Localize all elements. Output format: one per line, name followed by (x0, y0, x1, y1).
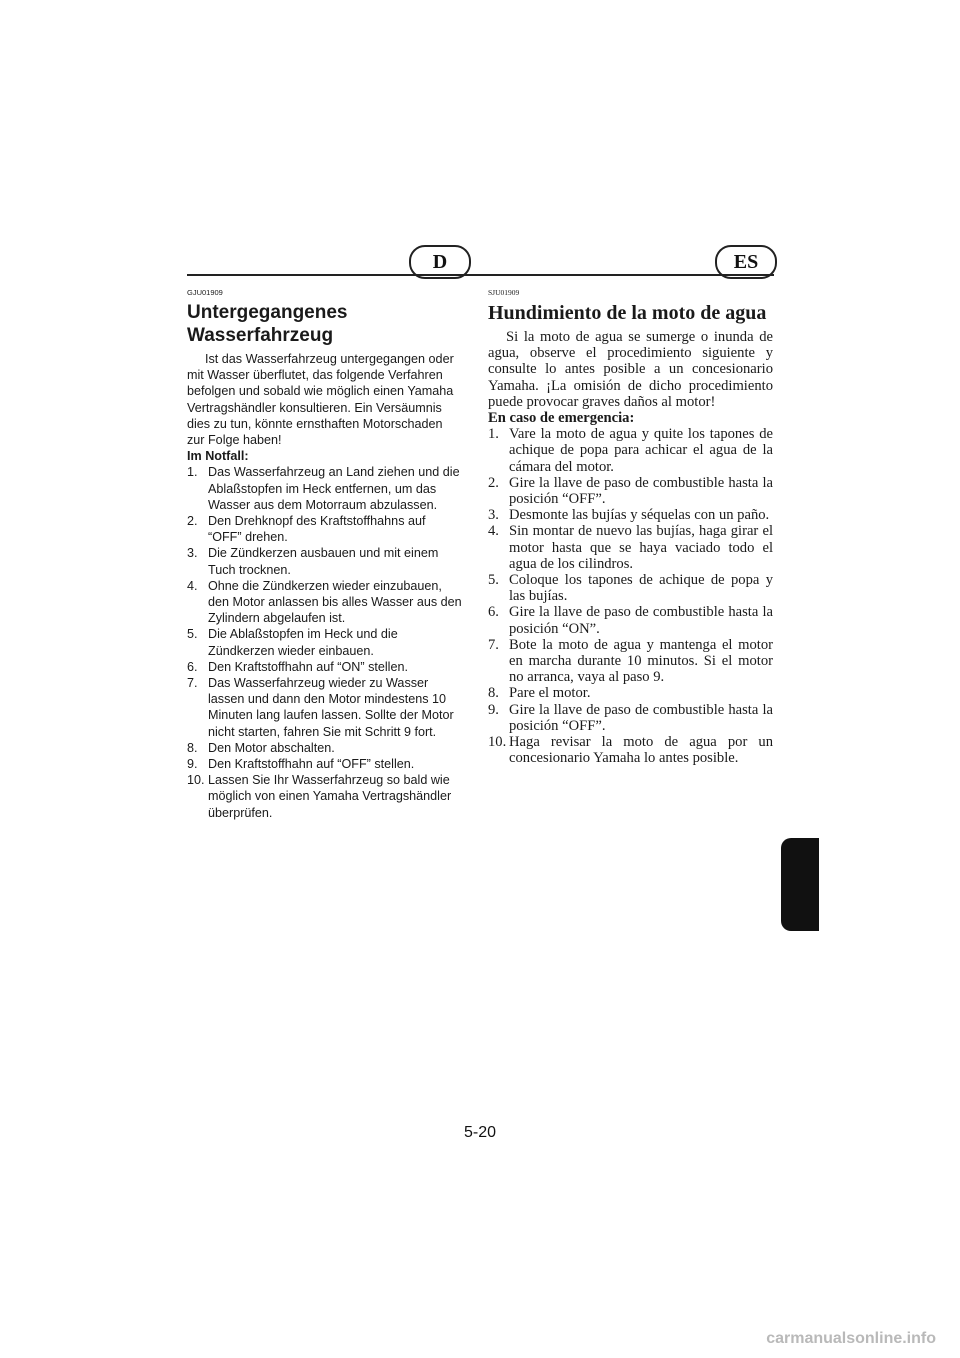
watermark: carmanualsonline.info (766, 1330, 936, 1347)
emergency-heading: Im Notfall: (187, 449, 249, 464)
step-text: Desmonte las bujías y séquelas con un paño. (509, 507, 770, 524)
steps-list (187, 464, 462, 820)
list-item (488, 426, 773, 475)
language-badge-es: ES (715, 245, 777, 279)
german-column (187, 288, 462, 821)
section-code: SJU01909 (488, 288, 520, 297)
step-text: Die Zündkerzen ausbauen und mit einem Tuch trocknen. (208, 546, 439, 577)
section-title: Untergegangenes Wasserfahrzeug (187, 302, 348, 346)
step-number: 2. (187, 514, 198, 529)
step-number: 2. (488, 474, 499, 491)
step-number: 10. (187, 773, 205, 788)
list-item (488, 604, 773, 636)
list-item (187, 772, 462, 821)
step-text: Gire la llave de paso de combustible hasta la posición “ON”. (509, 604, 773, 637)
intro-paragraph: Ist das Wasserfahrzeug untergegangen oder mit Wasser überflutet, das folgende Verfahren befolgen und sobald wie möglich einen Yamaha Vertragshändler konsultieren. Ein Versäumnis dies zu tun, könnte ernsthaften Motorschaden zur Folge haben! (187, 352, 454, 448)
step-number: 9. (488, 701, 499, 718)
step-number: 8. (488, 685, 499, 702)
list-item (488, 685, 773, 701)
step-text: Sin montar de nuevo las bujías, haga girar el motor hasta que se haya vaciado todo el agua de los cilindros. (509, 523, 773, 572)
step-number: 8. (187, 740, 198, 755)
list-item (488, 702, 773, 734)
header-rule (187, 274, 774, 276)
list-item (187, 626, 462, 658)
chapter-tab (781, 838, 819, 931)
step-number: 3. (488, 507, 499, 524)
step-text: Den Kraftstoffhahn auf “OFF” stellen. (208, 757, 415, 772)
step-text: Das Wasserfahrzeug wieder zu Wasser lassen und dann den Motor mindestens 10 Minuten lang laufen lassen. Sollte der Motor nicht starten, fahren Sie mit Schritt 9 fort. (208, 676, 454, 739)
step-text: Den Drehknopf des Kraftstoffhahns auf “OFF” drehen. (208, 514, 426, 545)
intro-paragraph: Si la moto de agua se sumerge o inunda de agua, observe el procedimiento siguiente y consulte lo antes posible a un concesionario Yamaha. ¡La omisión de dicho procedimiento puede provocar graves daños al motor! (488, 329, 773, 410)
step-text: Das Wasserfahrzeug an Land ziehen und die Ablaßstopfen im Heck entfernen, um das Wasser aus dem Motorraum abzulassen. (208, 465, 460, 512)
step-text: Den Kraftstoffhahn auf “ON” stellen. (208, 659, 408, 674)
step-text: Lassen Sie Ihr Wasserfahrzeug so bald wie möglich von einen Yamaha Vertragshändler überprüfen. (208, 773, 452, 820)
step-number: 6. (488, 604, 499, 621)
step-text: Bote la moto de agua y mantenga el motor en marcha durante 10 minutos. Si el motor no arranca, vaya al paso 9. (509, 636, 773, 686)
list-item (488, 523, 773, 572)
list-item (187, 740, 462, 756)
section-code: GJU01909 (187, 288, 223, 297)
section-title: Hundimiento de la moto de agua (488, 302, 767, 324)
language-badge-d: D (409, 245, 471, 279)
list-item (187, 756, 462, 772)
step-text: Coloque los tapones de achique de popa y las bujías. (509, 572, 773, 605)
step-number: 7. (488, 636, 499, 653)
step-number: 1. (488, 426, 499, 443)
step-number: 5. (187, 627, 198, 642)
step-number: 4. (488, 523, 499, 540)
step-number: 9. (187, 757, 198, 772)
list-item (187, 464, 462, 513)
step-number: 1. (187, 465, 198, 480)
step-number: 6. (187, 659, 198, 674)
list-item (187, 545, 462, 577)
spanish-column (488, 288, 773, 766)
step-number: 10. (488, 734, 507, 751)
list-item (488, 734, 773, 766)
list-item (187, 513, 462, 545)
list-item (187, 675, 462, 740)
list-item (488, 507, 773, 523)
list-item (187, 659, 462, 675)
steps-list (488, 426, 773, 766)
step-text: Den Motor abschalten. (208, 740, 335, 755)
list-item (488, 637, 773, 686)
step-number: 7. (187, 676, 198, 691)
step-text: Gire la llave de paso de combustible hasta la posición “OFF”. (509, 701, 773, 734)
emergency-heading: En caso de emergencia: (488, 410, 635, 427)
list-item (187, 578, 462, 627)
step-number: 5. (488, 572, 499, 589)
list-item (488, 572, 773, 604)
step-text: Vare la moto de agua y quite los tapones de achique de popa para achicar el agua de la cámara del motor. (509, 426, 773, 475)
step-text: Gire la llave de paso de combustible hasta la posición “OFF”. (509, 474, 773, 508)
step-text: Die Ablaßstopfen im Heck und die Zündkerzen wieder einbauen. (208, 627, 398, 658)
step-text: Ohne die Zündkerzen wieder einzubauen, den Motor anlassen bis alles Wasser aus den Zylindern abgelaufen ist. (208, 578, 462, 626)
step-number: 3. (187, 546, 198, 561)
step-number: 4. (187, 578, 198, 593)
page-number: 5-20 (463, 1124, 497, 1141)
step-text: Pare el motor. (509, 685, 591, 702)
step-text: Haga revisar la moto de agua por un concesionario Yamaha lo antes posible. (509, 734, 773, 767)
list-item (488, 475, 773, 507)
